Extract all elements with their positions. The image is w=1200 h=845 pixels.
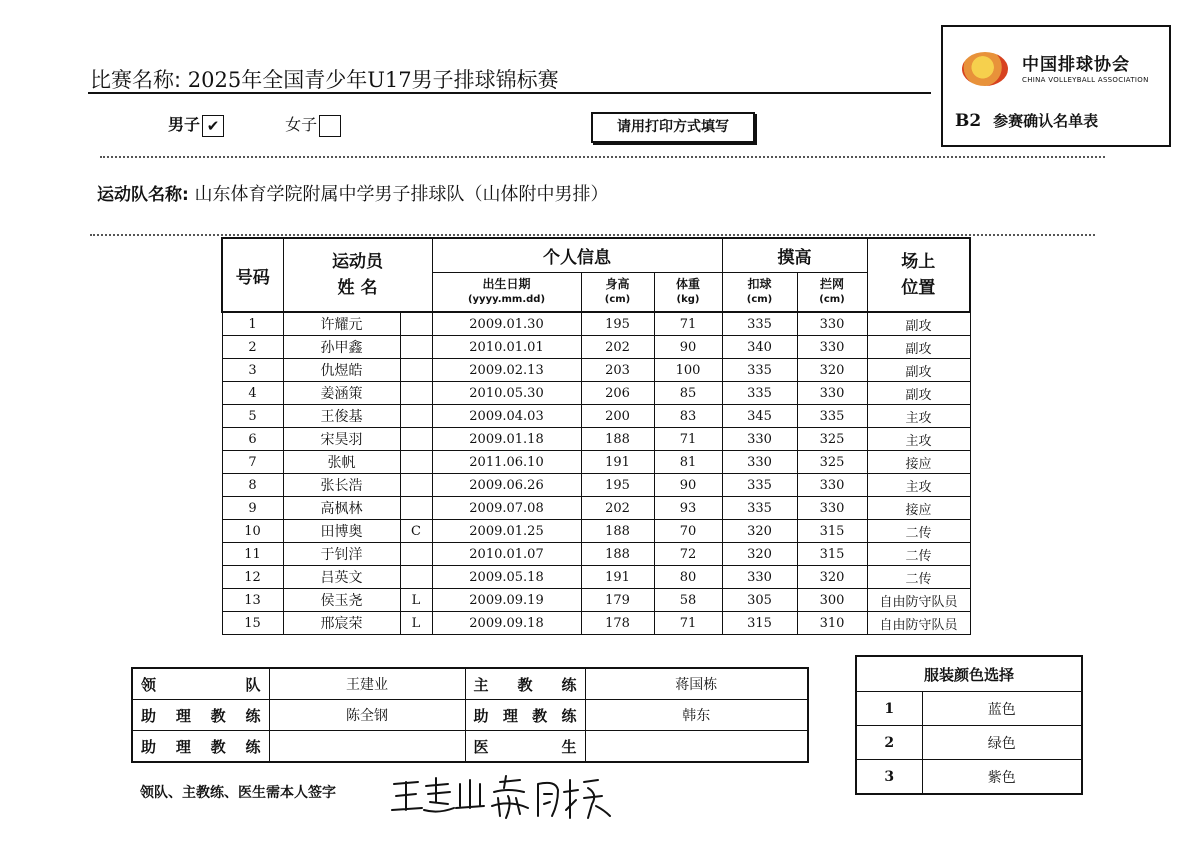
- player-name: 田博奥: [283, 520, 400, 543]
- court-position: 副攻: [867, 359, 970, 382]
- form-title: 参赛确认名单表: [993, 112, 1099, 130]
- player-number: 8: [222, 474, 283, 497]
- player-number: 15: [222, 612, 283, 635]
- player-role: [400, 336, 432, 359]
- association-name-en: CHINA VOLLEYBALL ASSOCIATION: [1022, 76, 1149, 84]
- player-number: 12: [222, 566, 283, 589]
- court-position: 二传: [867, 520, 970, 543]
- birth-date: 2009.04.03: [432, 405, 581, 428]
- court-position: 二传: [867, 566, 970, 589]
- competition-label: 比赛名称:: [90, 68, 182, 92]
- player-role: [400, 312, 432, 336]
- block-reach: 300: [797, 589, 867, 612]
- header-player-line2: 姓 名: [337, 278, 378, 298]
- player-name: 孙甲鑫: [283, 336, 400, 359]
- player-name: 高枫林: [283, 497, 400, 520]
- court-position: 副攻: [867, 336, 970, 359]
- birth-date: 2010.05.30: [432, 382, 581, 405]
- header-number: 号码: [222, 238, 283, 312]
- court-position: 主攻: [867, 405, 970, 428]
- table-row: [222, 497, 970, 520]
- header-weight-label: 体重: [675, 276, 700, 291]
- height-value: 195: [581, 474, 654, 497]
- competition-label-row: [90, 64, 559, 94]
- player-name: 吕英文: [283, 566, 400, 589]
- leader-label: 领队: [132, 668, 269, 700]
- uniform-option-row[interactable]: [856, 726, 1082, 760]
- court-position: 接应: [867, 497, 970, 520]
- header-height-label: 身高: [605, 276, 630, 291]
- height-value: 178: [581, 612, 654, 635]
- height-value: 203: [581, 359, 654, 382]
- spike-reach: 330: [722, 451, 797, 474]
- birth-date: 2009.01.25: [432, 520, 581, 543]
- block-reach: 315: [797, 520, 867, 543]
- height-value: 191: [581, 451, 654, 474]
- header-rule: [88, 92, 931, 94]
- header-birth: [432, 272, 581, 312]
- doctor-label: 医生: [465, 731, 585, 763]
- player-number: 11: [222, 543, 283, 566]
- header-position: [867, 238, 970, 312]
- player-number: 7: [222, 451, 283, 474]
- leader-value[interactable]: 王建业: [269, 668, 465, 700]
- player-number: 9: [222, 497, 283, 520]
- player-role: [400, 543, 432, 566]
- block-reach: 315: [797, 543, 867, 566]
- height-value: 188: [581, 543, 654, 566]
- block-reach: 335: [797, 405, 867, 428]
- spike-reach: 330: [722, 428, 797, 451]
- player-number: 4: [222, 382, 283, 405]
- player-role: [400, 497, 432, 520]
- female-label: 女子: [285, 115, 318, 134]
- block-reach: 320: [797, 566, 867, 589]
- height-value: 206: [581, 382, 654, 405]
- table-row: [222, 520, 970, 543]
- player-name: 姜涵策: [283, 382, 400, 405]
- table-row: [222, 451, 970, 474]
- uniform-option-color: 蓝色: [922, 692, 1082, 726]
- table-row: [222, 428, 970, 451]
- block-reach: 330: [797, 336, 867, 359]
- spike-reach: 335: [722, 312, 797, 336]
- weight-value: 100: [654, 359, 722, 382]
- uniform-option-color: 绿色: [922, 726, 1082, 760]
- weight-value: 58: [654, 589, 722, 612]
- player-role: [400, 566, 432, 589]
- form-code: [955, 110, 1098, 131]
- player-name: 许耀元: [283, 312, 400, 336]
- birth-date: 2009.01.18: [432, 428, 581, 451]
- player-name: 邢宸荣: [283, 612, 400, 635]
- player-name: 王俊基: [283, 405, 400, 428]
- gender-selection: [168, 112, 341, 137]
- player-number: 13: [222, 589, 283, 612]
- spike-reach: 335: [722, 497, 797, 520]
- block-reach: 330: [797, 312, 867, 336]
- birth-date: 2009.09.19: [432, 589, 581, 612]
- header-position-line2: 位置: [901, 278, 936, 298]
- height-value: 202: [581, 336, 654, 359]
- player-name: 张长浩: [283, 474, 400, 497]
- table-row: [222, 589, 970, 612]
- table-row: [222, 405, 970, 428]
- header-block: [797, 272, 867, 312]
- header-reach: 摸高: [722, 238, 867, 272]
- form-code-id: B2: [955, 111, 982, 131]
- weight-value: 83: [654, 405, 722, 428]
- header-player: [283, 238, 432, 312]
- spike-reach: 315: [722, 612, 797, 635]
- header-player-line1: 运动员: [332, 252, 383, 272]
- weight-value: 71: [654, 312, 722, 336]
- weight-value: 93: [654, 497, 722, 520]
- court-position: 接应: [867, 451, 970, 474]
- spike-reach: 340: [722, 336, 797, 359]
- header-spike-unit: (cm): [746, 293, 773, 305]
- female-checkbox[interactable]: [319, 115, 341, 137]
- table-row: [222, 566, 970, 589]
- player-name: 张帆: [283, 451, 400, 474]
- court-position: 二传: [867, 543, 970, 566]
- block-reach: 320: [797, 359, 867, 382]
- height-value: 191: [581, 566, 654, 589]
- weight-value: 81: [654, 451, 722, 474]
- court-position: 主攻: [867, 428, 970, 451]
- player-role: [400, 451, 432, 474]
- spike-reach: 330: [722, 566, 797, 589]
- height-value: 195: [581, 312, 654, 336]
- player-number: 10: [222, 520, 283, 543]
- player-role: [400, 382, 432, 405]
- spike-reach: 335: [722, 474, 797, 497]
- player-name: 于钊洋: [283, 543, 400, 566]
- table-row: [222, 336, 970, 359]
- male-checkbox[interactable]: ✔: [202, 115, 224, 137]
- team-row: [97, 180, 609, 206]
- weight-value: 80: [654, 566, 722, 589]
- team-name: 山东体育学院附属中学男子排球队（山体附中男排）: [194, 184, 609, 205]
- table-row: [222, 382, 970, 405]
- spike-reach: 335: [722, 359, 797, 382]
- weight-value: 71: [654, 428, 722, 451]
- player-role: [400, 428, 432, 451]
- birth-date: 2011.06.10: [432, 451, 581, 474]
- header-block-unit: (cm): [819, 293, 845, 305]
- header-weight-unit: (kg): [676, 293, 700, 305]
- birth-date: 2010.01.07: [432, 543, 581, 566]
- staff-table: [131, 667, 809, 763]
- header-birth-format: (yyyy.mm.dd): [467, 293, 546, 305]
- court-position: 主攻: [867, 474, 970, 497]
- block-reach: 325: [797, 428, 867, 451]
- table-row: [222, 612, 970, 635]
- assistant-coach-2-value[interactable]: 韩东: [585, 700, 808, 731]
- player-name: 宋昊羽: [283, 428, 400, 451]
- block-reach: 330: [797, 474, 867, 497]
- height-value: 188: [581, 428, 654, 451]
- print-note: 请用打印方式填写: [591, 112, 755, 143]
- player-role: [400, 359, 432, 382]
- player-role: C: [400, 520, 432, 543]
- uniform-option-number: 2: [856, 726, 922, 760]
- doctor-value[interactable]: [585, 731, 808, 763]
- roster-body: [222, 312, 970, 635]
- assistant-coach-3-label: 助理教练: [132, 731, 269, 763]
- uniform-option-number: 3: [856, 760, 922, 795]
- height-value: 188: [581, 520, 654, 543]
- handwritten-signature: [388, 770, 628, 830]
- weight-value: 85: [654, 382, 722, 405]
- uniform-option-row[interactable]: [856, 692, 1082, 726]
- birth-date: 2009.02.13: [432, 359, 581, 382]
- player-role: [400, 405, 432, 428]
- spike-reach: 345: [722, 405, 797, 428]
- uniform-color-title: 服装颜色选择: [856, 656, 1082, 692]
- court-position: 自由防守队员: [867, 589, 970, 612]
- player-number: 3: [222, 359, 283, 382]
- signature-note: 领队、主教练、医生需本人签字: [140, 785, 336, 801]
- male-label: 男子: [168, 115, 201, 134]
- header-personal-info: 个人信息: [432, 238, 722, 272]
- dotted-divider-1: [100, 156, 1105, 158]
- birth-date: 2009.09.18: [432, 612, 581, 635]
- player-number: 6: [222, 428, 283, 451]
- header-position-line1: 场上: [901, 252, 936, 272]
- birth-date: 2009.07.08: [432, 497, 581, 520]
- header-birth-label: 出生日期: [482, 276, 531, 291]
- header-height-unit: (cm): [604, 293, 631, 305]
- head-coach-label: 主教练: [465, 668, 585, 700]
- table-row: [222, 312, 970, 336]
- competition-name: 2025年全国青少年U17男子排球锦标赛: [187, 68, 559, 92]
- uniform-option-row[interactable]: [856, 760, 1082, 795]
- header-height: [581, 272, 654, 312]
- court-position: 自由防守队员: [867, 612, 970, 635]
- height-value: 202: [581, 497, 654, 520]
- birth-date: 2009.06.26: [432, 474, 581, 497]
- court-position: 副攻: [867, 382, 970, 405]
- height-value: 200: [581, 405, 654, 428]
- association-name-cn: 中国排球协会: [1022, 55, 1130, 75]
- spike-reach: 320: [722, 543, 797, 566]
- weight-value: 70: [654, 520, 722, 543]
- assistant-coach-2-label: 助理教练: [465, 700, 585, 731]
- player-number: 1: [222, 312, 283, 336]
- table-row: [222, 359, 970, 382]
- dotted-divider-2: [90, 234, 1095, 236]
- head-coach-value[interactable]: 蒋国栋: [585, 668, 808, 700]
- team-label: 运动队名称:: [97, 185, 189, 205]
- block-reach: 330: [797, 382, 867, 405]
- uniform-option-color: 紫色: [922, 760, 1082, 795]
- player-role: L: [400, 612, 432, 635]
- roster-table: [221, 237, 971, 635]
- block-reach: 325: [797, 451, 867, 474]
- weight-value: 90: [654, 336, 722, 359]
- volleyball-logo-icon: [962, 52, 1008, 86]
- player-name: 侯玉尧: [283, 589, 400, 612]
- height-value: 179: [581, 589, 654, 612]
- player-name: 仇煜皓: [283, 359, 400, 382]
- spike-reach: 320: [722, 520, 797, 543]
- player-number: 5: [222, 405, 283, 428]
- player-role: L: [400, 589, 432, 612]
- block-reach: 310: [797, 612, 867, 635]
- player-number: 2: [222, 336, 283, 359]
- court-position: 副攻: [867, 312, 970, 336]
- uniform-option-number: 1: [856, 692, 922, 726]
- weight-value: 90: [654, 474, 722, 497]
- assistant-coach-label: 助理教练: [132, 700, 269, 731]
- block-reach: 330: [797, 497, 867, 520]
- birth-date: 2009.05.18: [432, 566, 581, 589]
- header-block-label: 拦网: [819, 276, 844, 291]
- spike-reach: 305: [722, 589, 797, 612]
- weight-value: 72: [654, 543, 722, 566]
- weight-value: 71: [654, 612, 722, 635]
- header-spike-label: 扣球: [747, 276, 772, 291]
- assistant-coach-value[interactable]: 陈全钢: [269, 700, 465, 731]
- table-row: [222, 474, 970, 497]
- player-role: [400, 474, 432, 497]
- header-weight: [654, 272, 722, 312]
- uniform-color-table: [855, 655, 1083, 795]
- assistant-coach-3-value[interactable]: [269, 731, 465, 763]
- birth-date: 2010.01.01: [432, 336, 581, 359]
- header-spike: [722, 272, 797, 312]
- table-row: [222, 543, 970, 566]
- spike-reach: 335: [722, 382, 797, 405]
- birth-date: 2009.01.30: [432, 312, 581, 336]
